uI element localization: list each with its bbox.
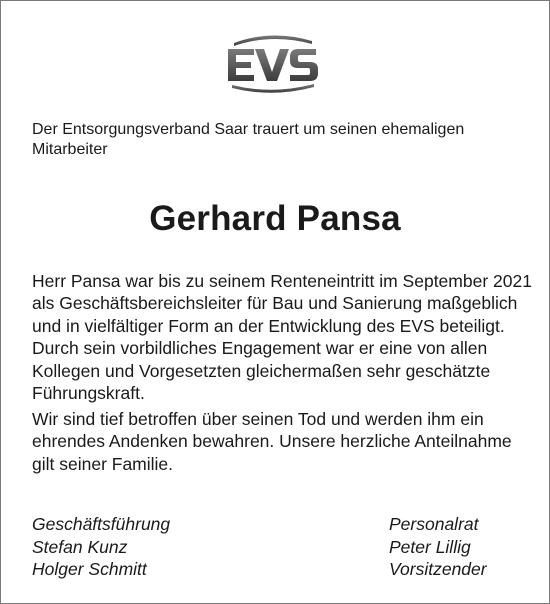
deceased-name: Gerhard Pansa	[149, 199, 401, 238]
signature-title: Vorsitzender	[389, 559, 487, 579]
signature-role: Personalrat	[389, 514, 479, 534]
intro-text: Der Entsorgungsverband Saar trauert um seinen ehemaligen Mitarbeiter	[32, 121, 465, 158]
signature-name: Holger Schmitt	[32, 559, 147, 579]
signature-role: Geschäftsführung	[32, 514, 171, 534]
evs-logo-icon	[224, 27, 320, 95]
signature-management	[32, 513, 170, 581]
paragraph-career: Herr Pansa war bis zu seinem Renteneintritt im September 2021 als Geschäftsbereichsleiter für Bau und Sanierung maßgeblich und in vielfältiger Form an der Entwicklung des EVS beteiligt. Durch sein vorbildliches Engagement war er eine von allen Kollegen und Vorgesetzten gleichermaßen sehr geschätzte Führungskraft.	[32, 271, 532, 404]
signature-name: Stefan Kunz	[32, 536, 128, 557]
signature-works-council	[389, 513, 487, 581]
paragraph-condolence: Wir sind tief betroffen über seinen Tod und werden ihm ein ehrendes Andenken bewahren. Unsere herzliche Anteilnahme gilt seiner Familie.	[32, 409, 512, 474]
signature-name: Peter Lillig	[389, 536, 471, 557]
